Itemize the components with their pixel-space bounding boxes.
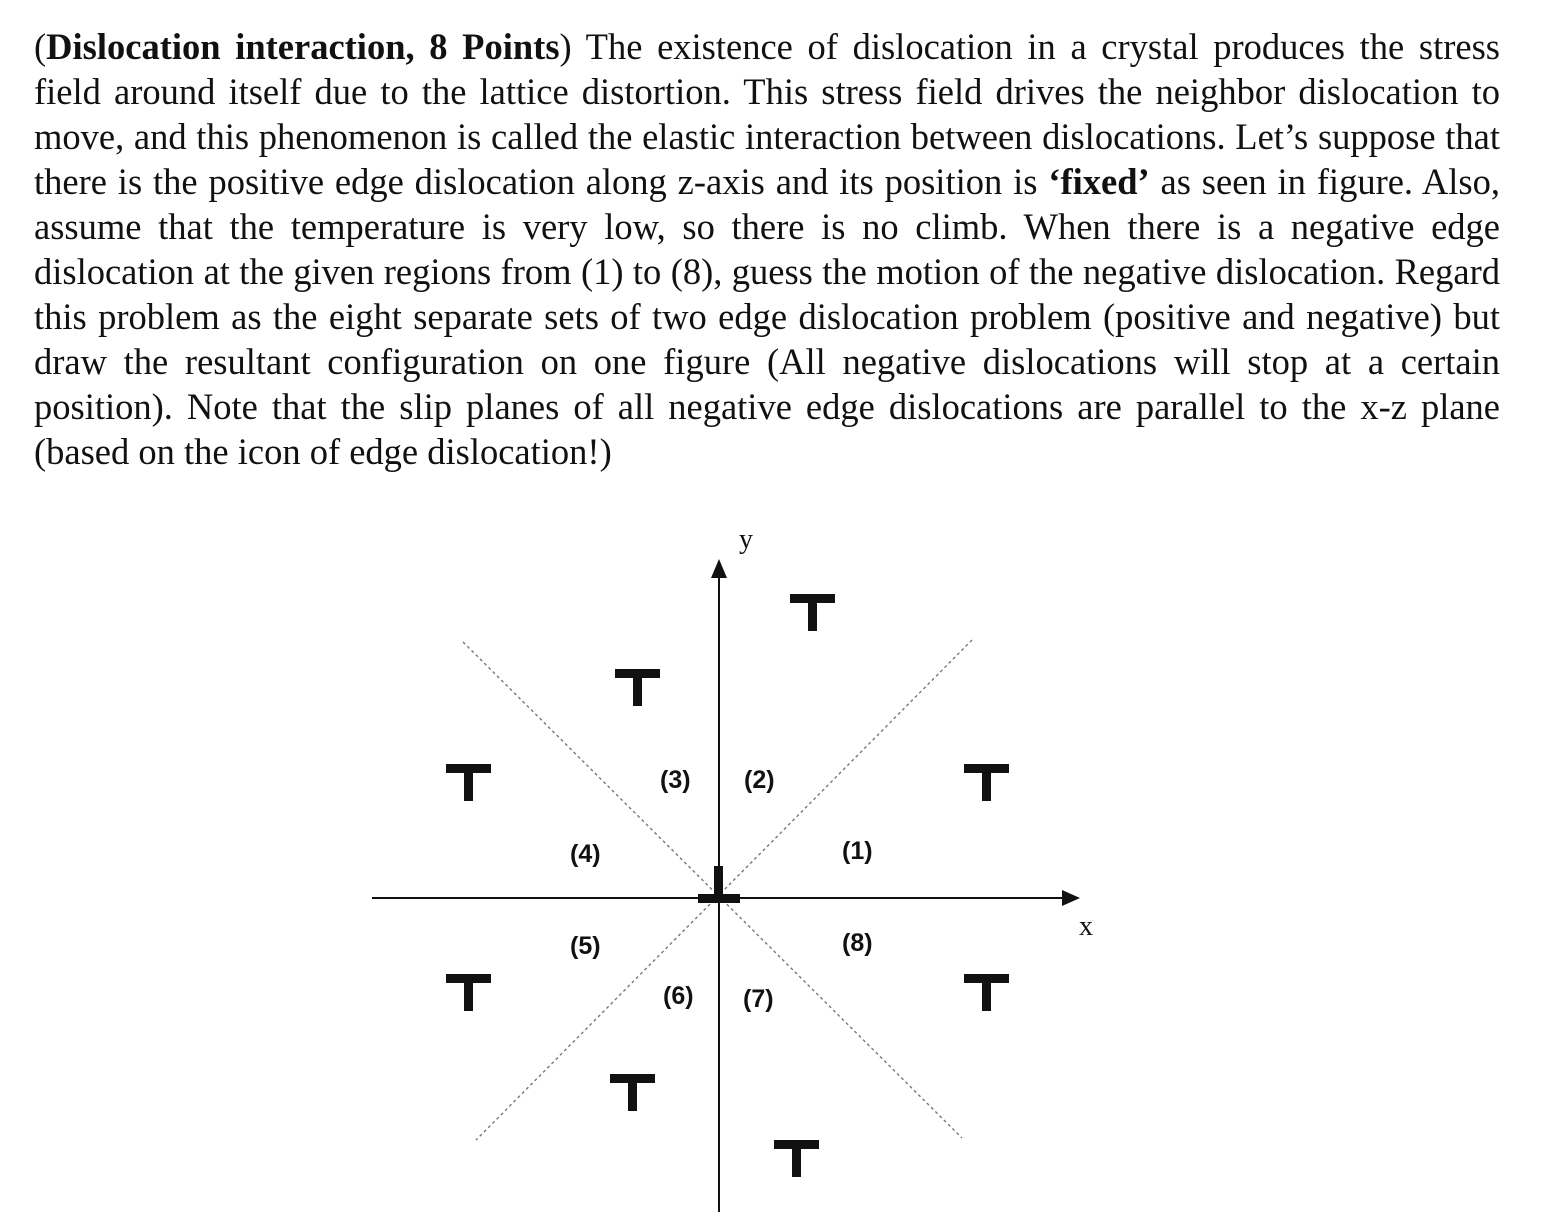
region-label-2: (2) [744, 766, 775, 794]
negative-dislocation-icon-3 [615, 669, 660, 706]
fixed-emphasis: ‘fixed’ [1048, 161, 1150, 202]
heading-open-paren: ( [34, 26, 47, 67]
region-label-3: (3) [660, 766, 691, 794]
negative-dislocation-icon-4 [446, 764, 491, 801]
negative-dislocation-icon-7 [774, 1140, 819, 1177]
x-axis-arrowhead [1062, 890, 1080, 906]
y-axis-arrowhead [711, 559, 727, 578]
problem-heading: Dislocation interaction, 8 Points [46, 26, 560, 67]
diagonal-line-nw-se [463, 642, 962, 1138]
y-axis-label: y [739, 524, 753, 555]
region-label-5: (5) [570, 932, 601, 960]
region-label-4: (4) [570, 840, 601, 868]
problem-body-part-1: The existence of dislocation in a crystal produces the stress field around itself due to the lattice distortion. This stress field drives the neighbor dislocation to move, and this phenomenon is called the elastic interaction between dislocations. Let’s suppose that there is the positive edge dislocation along z-axis and its position is [34, 26, 1501, 202]
diagonal-line-ne-sw [476, 640, 972, 1140]
region-label-8: (8) [842, 929, 873, 957]
negative-dislocation-icon-8 [964, 974, 1009, 1011]
problem-body-part-2: as seen in figure. Also, assume that the temperature is very low, so there is no climb. When there is a negative edge dislocation at the given regions from (1) to (8), guess the motion of the negative dislocation. Regard this problem as the eight separate sets of two edge dislocation problem (positive and negative) but draw the resultant configuration on one figure (All negative dislocations will stop at a certain position). Note that the slip planes of all negative edge dislocations are parallel to the x-z plane (based on the icon of edge dislocation!) [34, 161, 1500, 472]
region-label-6: (6) [663, 982, 694, 1010]
negative-dislocation-icon-5 [446, 974, 491, 1011]
heading-close-paren: ) [559, 26, 572, 67]
x-axis-label: x [1079, 911, 1093, 942]
negative-dislocation-icon-6 [610, 1074, 655, 1111]
positive-edge-dislocation-icon [698, 866, 740, 903]
region-label-7: (7) [743, 985, 774, 1013]
negative-dislocation-icon-1 [964, 764, 1009, 801]
negative-dislocation-icon-2 [790, 594, 835, 631]
region-label-1: (1) [842, 837, 873, 865]
